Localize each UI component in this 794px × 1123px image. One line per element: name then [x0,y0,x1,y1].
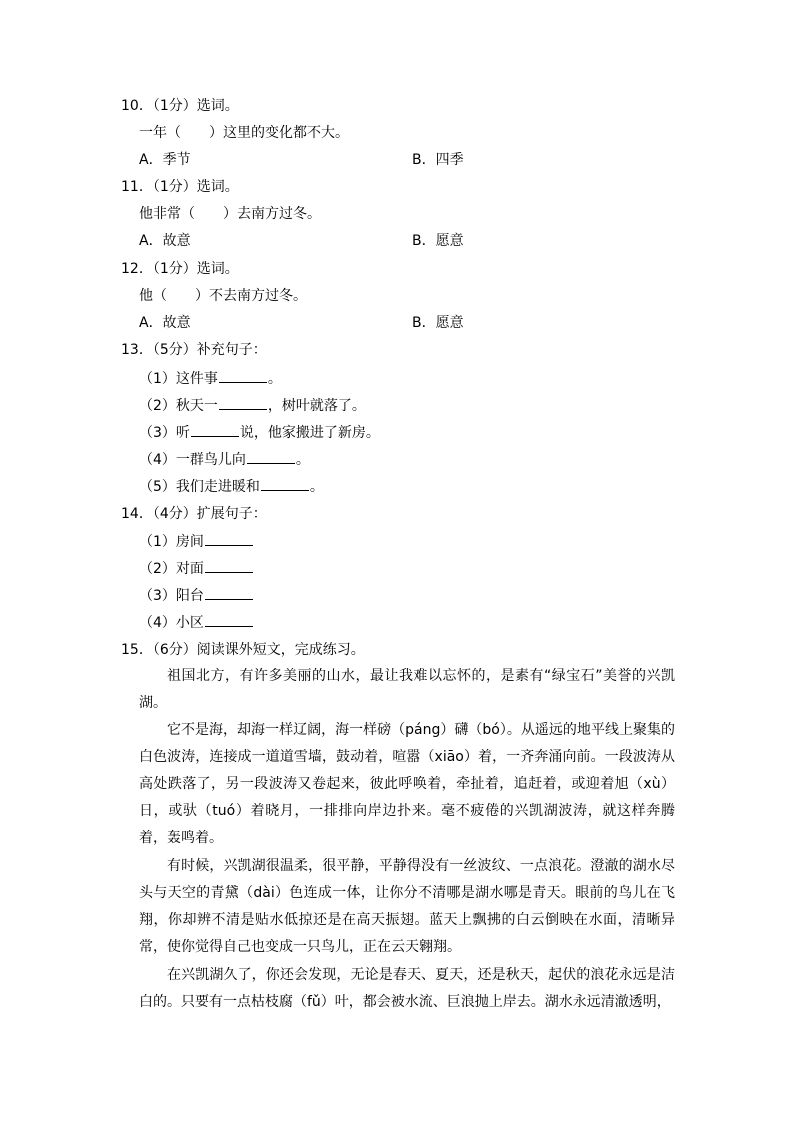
q13-item-5-pre: （5）我们走进暖和 [139,479,260,495]
q13-item-2 [139,395,366,415]
q13-item-5-blank[interactable] [261,476,309,491]
q13-header: 13．（5分）补充句子： [121,342,267,358]
q11-option-a[interactable]: A．故意 [139,233,191,249]
q14-item-2-pre: （2）对面 [139,561,204,577]
q11-option-b[interactable]: B．愿意 [412,233,464,249]
q12-option-b[interactable]: B．愿意 [412,315,464,331]
q13-item-1-pre: （1）这件事 [139,371,218,387]
q14-item-1-pre: （1）房间 [139,534,204,550]
q14-item-3 [139,585,254,605]
q13-item-1-blank[interactable] [219,368,267,383]
q13-item-3-blank[interactable] [191,422,239,437]
q13-item-3-pre: （3）听 [139,425,190,441]
q14-item-3-pre: （3）阳台 [139,588,204,604]
q10-option-b[interactable]: B．四季 [412,152,464,168]
q13-item-5-post: 。 [309,479,324,495]
q15-header: 15．（6分）阅读课外短文，完成练习。 [121,642,365,658]
q13-item-3 [139,422,380,442]
q13-item-4-pre: （4）一群鸟儿向 [139,452,246,468]
q13-item-4-blank[interactable] [247,449,295,464]
q15-paragraph-2: 它不是海，却海一样辽阔，海一样磅（páng）礴（bó）。从遥远的地平线上聚集的白色波涛，连接成一道道雪墙，鼓动着，喧嚣（xiāo）着，一齐奔涌向前。一段波涛从高处跌落了，另一段波涛又卷起来，彼此呼唤着，牵扯着，追赶着，或迎着旭（xù）日，或驮（tuó）着晓月，一排排向岸边扑来。毫不疲倦的兴凯湖波涛，就这样奔腾着，轰鸣着。 [139,722,675,846]
q13-item-3-post: 说，他家搬进了新房。 [239,425,380,441]
q15-paragraph-3: 有时候，兴凯湖很温柔，很平静，平静得没有一丝波纹、一点浪花。澄澈的湖水尽头与天空的青黛（dài）色连成一体，让你分不清哪是湖水哪是青天。眼前的鸟儿在飞翔，你却辨不清是贴水低掠还是在高天振翅。蓝天上飘拂的白云倒映在水面，清晰异常，使你觉得自己也变成一只鸟儿，正在云天翱翔。 [139,858,675,955]
q13-item-4-post: 。 [295,452,310,468]
q14-item-4 [139,612,254,632]
q11-stem: 他非常（ ）去南方过冬。 [139,206,321,222]
q14-item-1-blank[interactable] [205,531,253,546]
q13-item-1-post: 。 [267,371,282,387]
q13-item-2-blank[interactable] [219,395,267,410]
q10-header: 10．（1分）选词。 [121,98,239,114]
q13-item-5 [139,476,324,496]
q12-option-a[interactable]: A．故意 [139,315,191,331]
q13-item-4 [139,449,310,469]
q14-item-1 [139,531,254,551]
q13-item-1 [139,368,282,388]
q14-header: 14．（4分）扩展句子： [121,506,267,522]
q14-item-2 [139,558,254,578]
q14-item-3-blank[interactable] [205,585,253,600]
q15-paragraph-4: 在兴凯湖久了，你还会发现，无论是春天、夏天，还是秋天，起伏的浪花永远是洁白的。只要有一点枯枝腐（fǔ）叶，都会被水流、巨浪抛上岸去。湖水永远清澈透明， [139,967,675,1010]
q15-paragraph-1: 祖国北方，有许多美丽的山水，最让我难以忘怀的，是素有“绿宝石”美誉的兴凯湖。 [139,668,675,711]
q12-header: 12．（1分）选词。 [121,261,239,277]
q13-item-2-pre: （2）秋天一 [139,398,218,414]
q10-option-a[interactable]: A．季节 [139,152,191,168]
q10-stem: 一年（ ）这里的变化都不大。 [139,125,349,141]
q14-item-2-blank[interactable] [205,558,253,573]
q11-header: 11．（1分）选词。 [121,179,239,195]
q14-item-4-pre: （4）小区 [139,615,204,631]
q13-item-2-post: ，树叶就落了。 [267,398,366,414]
q14-item-4-blank[interactable] [205,612,253,627]
q12-stem: 他（ ）不去南方过冬。 [139,288,307,304]
